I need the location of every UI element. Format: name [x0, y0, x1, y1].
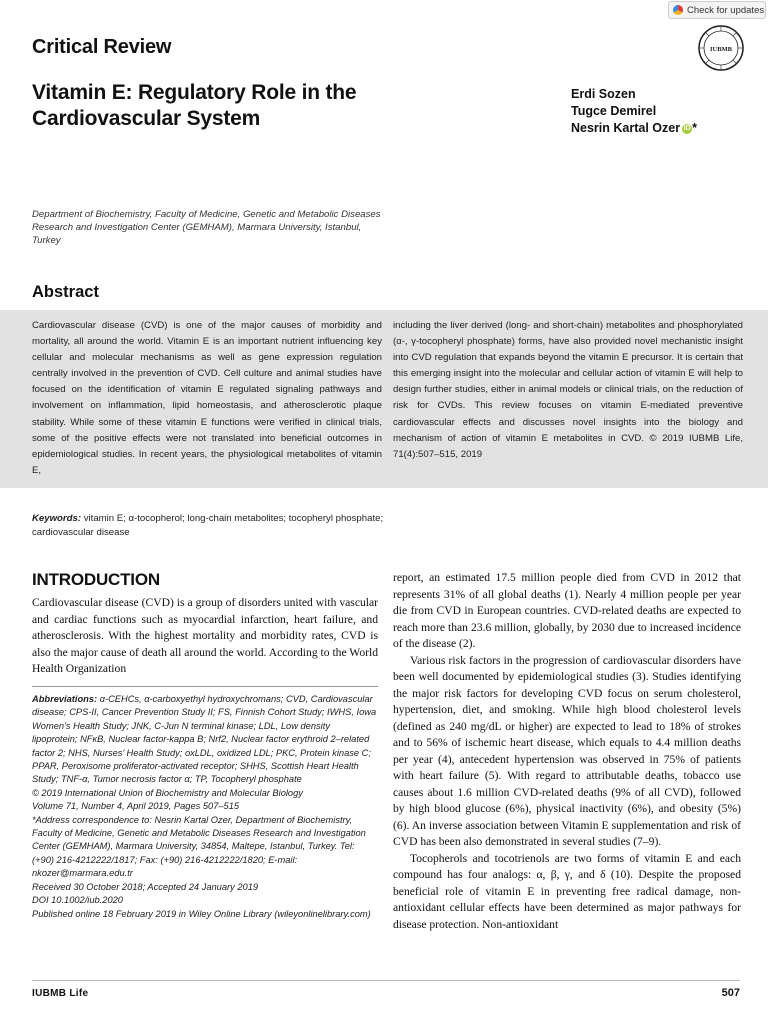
affiliation: Department of Biochemistry, Faculty of Medicine, Genetic and Metabolic Diseases Research and Investigation Center (GEMHAM), Marmara University, Istanbul, Turkey [32, 209, 381, 246]
introduction-paragraph: Various risk factors in the progression of cardiovascular disorders have been well documented by epidemiological studies (3). Studies identifying the major risk factors for developing CVD focus on serum cholesterol, hypertension, diet, and smoking. While high blood cholesterol levels (defined as 240 mg/dL or higher) are expected to lead to 18% of strokes and to 56% of ischemic heart disease, which equals to 4.4 million deaths per year (4), antecedent hypertension was observed in 75% of patients with heart failure (5). With regard to attributable deaths, tobacco use causes about 1.6 million CVD-related deaths (9% of all CVD), followed by high blood glucose (6%), physical inactivity (6%), and obesity (5%) (6). An inverse association between Vitamin E supplementation and risk of CVD has been also demonstrated in several studies (7–9). [393, 653, 741, 848]
received-note: Received 30 October 2018; Accepted 24 January 2019 [32, 881, 259, 892]
author-name: Tugce Demirel [571, 104, 657, 118]
crossmark-icon [673, 5, 683, 15]
footnote-divider [32, 686, 378, 687]
abbreviations-text: α-CEHCs, α-carboxyethyl hydroxychromans; CVD, Cardiovascular disease; CPS-II, Cancer Prevention Study II; FS, Finnish Cohort Study; IWHS, Iowa Women’s Health Study; JNK, C-Jun N terminal kinase; LDL, Low density lipoprotein; NFκB, Nuclear factor-kappa B; Nrf2, Nuclear factor erythroid 2–related factor 2; NHS, Nurses’ Health Study; oxLDL, oxidized LDL; PKC, Protein kinase C; PPAR, Peroxisome proliferator-activated receptor; SHHS, Scottish Heart Health Study; TNF-α, Tumor necrosis factor α; TP, Tocopheryl phosphate [32, 694, 377, 785]
journal-name-footer: IUBMB Life [32, 988, 89, 999]
introduction-column-2 [393, 570, 741, 933]
introduction-paragraph: Tocopherols and tocotrienols are two forms of vitamin E and each compound has four analogs: α, β, γ, and δ (10). Despite the proposed beneficial role of vitamin E in preventing free radical damage, non-antioxidant cellular effects have been determined as major pathways for disease protection. Non-antioxidant [393, 851, 741, 931]
author-name: Nesrin Kartal Ozer [571, 121, 681, 135]
abstract-heading: Abstract [32, 283, 99, 301]
check-for-updates-badge[interactable] [668, 1, 766, 19]
doi-link[interactable]: DOI 10.1002/iub.2020 [32, 895, 123, 906]
abstract-column-1: Cardiovascular disease (CVD) is one of the major causes of morbidity and mortality, all around the world. Vitamin E is an important nutrient influencing key cellular and molecular mechanisms as well as gene expression regulation centrally involved in the prevention of CVD. Cell culture and animal studies have focused on the identification of vitamin E regulated signaling pathways and involvement on inflammation, lipid homeostasis, and atherosclerotic plaque stability. While some of these vitamin E functions were verified in clinical trials, some of the positive effects were not translated into beneficial outcomes in epidemiological studies. In recent years, the physiological metabolites of vitamin E, [32, 320, 382, 476]
volume-note: Volume 71, Number 4, April 2019, Pages 507–515 [32, 801, 240, 812]
section-label: Critical Review [32, 36, 172, 58]
corresponding-author-mark: * [692, 121, 697, 135]
address-note: *Address correspondence to: Nesrin Kartal Ozer, Department of Biochemistry, Faculty of Medicine, Genetic and Metabolic Diseases Research and Investigation Center (GEMHAM), Marmara University, 34854, Maltepe, Istanbul, Turkey. Tel: (+90) 216-4212222/1817; Fax: (+90) 216-4212222/1820; E-mail: nkozer@marmara.edu.tr [32, 814, 366, 879]
check-for-updates-label: Check for updates [687, 4, 765, 16]
page-number: 507 [721, 987, 740, 999]
abstract-column-2: including the liver derived (long- and short-chain) metabolites and phosphorylated (α-, γ-tocopheryl phosphate) forms, have also provided novel mechanistic insight into CVD regulation that expands beyond the vitamin E precursor. It is certain that this emerging insight into the molecular and cellular action of vitamin E will help to design further studies, either in animal models or clinical trials, on the reduction of risk for CVDs. This review focuses on vitamin E-mediated preventive cardiovascular effects and discusses novel insights into the biology and mechanism of action of vitamin E metabolites in CVD. © 2019 IUBMB Life, 71(4):507–515, 2019 [393, 320, 743, 460]
paper-title: Vitamin E: Regulatory Role in the Cardiovascular System [32, 81, 357, 130]
published-note: Published online 18 February 2019 in Wiley Online Library (wileyonlinelibrary.com) [32, 908, 371, 919]
footer-divider [32, 980, 740, 981]
abbreviations-note [32, 693, 378, 787]
keywords-text: vitamin E; α-tocopherol; long-chain metabolites; tocopheryl phosphate; cardiovascular disease [32, 513, 384, 538]
author-list [571, 86, 697, 137]
author-name-corresponding [571, 120, 697, 137]
seal-text: IUBMB [709, 46, 733, 53]
abstract-box [0, 310, 768, 488]
introduction-paragraph: report, an estimated 17.5 million people died from CVD in 2012 that represents 31% of all global deaths (1). Nearly 4 million people per year die from CVD in European countries. CVD-related deaths are expected to reach more than 23.6 million, globally, by 2030 due to increased incidence of the disease (2). [393, 571, 741, 650]
introduction-heading: INTRODUCTION [32, 570, 160, 589]
abbreviations-label: Abbreviations: [32, 694, 98, 704]
orcid-icon[interactable]: iD [683, 124, 691, 132]
iubmb-seal-logo [697, 24, 745, 72]
introduction-paragraph: Cardiovascular disease (CVD) is a group of disorders united with vascular and cardiac functions such as myocardial infarction, heart failure, and atherosclerosis. With the highest mortality and morbidity rates, CVD is also the major cause of death all around the world. According to the World Health Organization [32, 596, 378, 675]
keywords [32, 512, 392, 539]
copyright-note: © 2019 International Union of Biochemistry and Molecular Biology [32, 787, 303, 798]
keywords-label: Keywords: [32, 513, 82, 524]
footnotes [32, 693, 378, 921]
author-name: Erdi Sozen [571, 87, 636, 101]
